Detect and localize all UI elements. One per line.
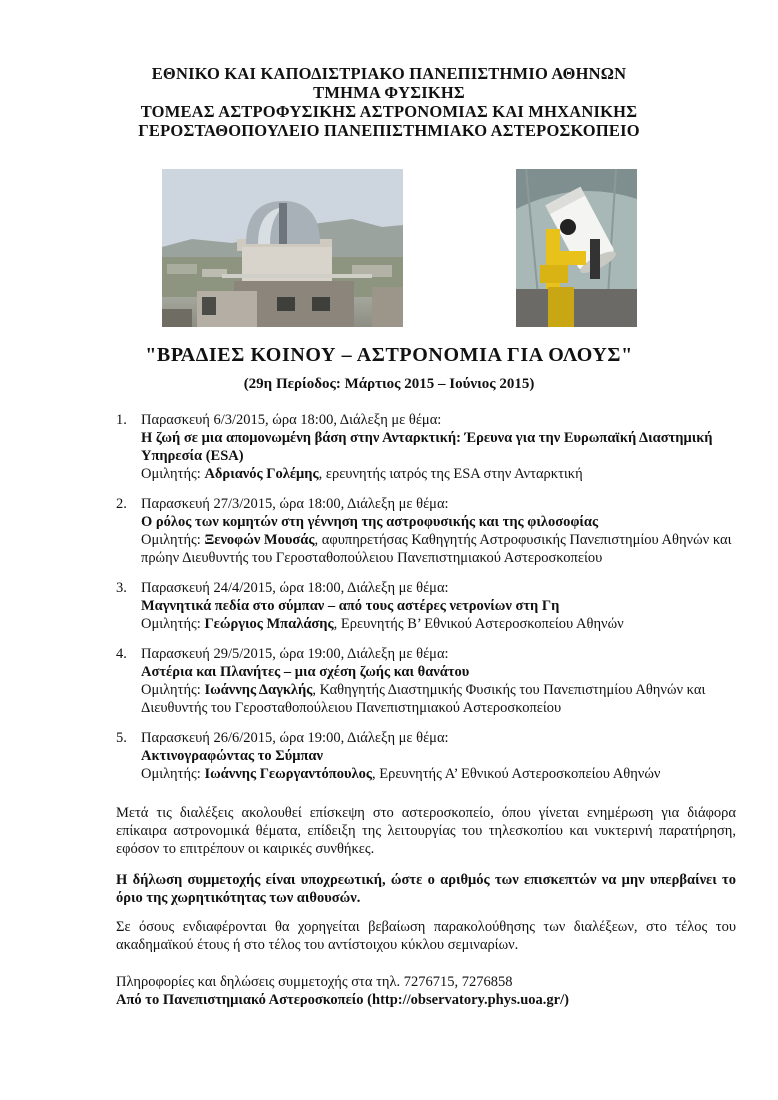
observatory-building-photo xyxy=(162,169,403,327)
lecture-topic: Μαγνητικά πεδία στο σύμπαν – από τους αστέρες νετρονίων στη Γη xyxy=(141,598,560,614)
speaker-name: Ιωάννης Γεωργαντόπουλος xyxy=(204,766,372,782)
lecture-number: 3. xyxy=(116,580,127,596)
speaker-desc: , Ερευνητής Α’ Εθνικού Αστεροσκοπείου Αθηνών xyxy=(371,766,661,782)
speaker-prefix: Ομιλητής: xyxy=(141,532,205,548)
event-period: (29η Περίοδος: Μάρτιος 2015 – Ιούνιος 2015) xyxy=(243,376,535,392)
lecture-number: 2. xyxy=(116,496,127,512)
lecture-topic: Ακτινογραφώντας το Σύμπαν xyxy=(141,748,324,764)
lecture-speaker xyxy=(141,531,736,567)
lecture-list xyxy=(116,411,736,795)
university-name: ΕΘΝΙΚΟ ΚΑΙ ΚΑΠΟΔΙΣΤΡΙΑΚΟ ΠΑΝΕΠΙΣΤΗΜΙΟ ΑΘΗΝΩΝ xyxy=(151,64,627,83)
section-name: ΤΟΜΕΑΣ ΑΣΤΡΟΦΥΣΙΚΗΣ ΑΣΤΡΟΝΟΜΙΑΣ ΚΑΙ ΜΗΧΑΝΙΚΗΣ xyxy=(140,102,638,121)
visit-paragraph: Μετά τις διαλέξεις ακολουθεί επίσκεψη στο αστεροσκοπείο, όπου γίνεται ενημέρωση για διάφορα επίκαιρα αστρονομικά θέματα, επίδειξη της λειτουργίας του τηλεσκοπίου και νυκτερινή παρατήρηση, εφόσον το επιτρέπουν οι καιρικές συνθήκες. xyxy=(116,805,736,857)
speaker-desc: , αφυπηρετήσας Καθηγητής Αστροφυσικής Πανεπιστημίου Αθηνών και πρώην Διευθυντής του Γεροσταθοπούλειου Πανεπιστημιακού Αστεροσκοπείου xyxy=(141,532,732,566)
speaker-prefix: Ομιλητής: xyxy=(141,466,205,482)
speaker-prefix: Ομιλητής: xyxy=(141,766,205,782)
certificate-paragraph: Σε όσους ενδιαφέρονται θα χορηγείται βεβαίωση παρακολούθησης των διαλέξεων, στο τέλος του ακαδημαϊκού έτους ή στο τέλος του αντίστοιχου κύκλου σεμιναρίων. xyxy=(116,919,736,953)
lecture-speaker xyxy=(141,615,736,633)
lecture-number: 1. xyxy=(116,412,127,428)
department-name: ΤΜΗΜΑ ΦΥΣΙΚΗΣ xyxy=(313,83,465,102)
contact-line: Πληροφορίες και δηλώσεις συμμετοχής στα τηλ. 7276715, 7276858 xyxy=(116,974,513,990)
lecture-speaker xyxy=(141,465,736,483)
observatory-name: ΓΕΡΟΣΤΑΘΟΠΟΥΛΕΙΟ ΠΑΝΕΠΙΣΤΗΜΙΑΚΟ ΑΣΤΕΡΟΣΚΟΠΕΙΟ xyxy=(138,121,640,140)
list-item xyxy=(116,579,736,633)
lecture-date: Παρασκευή 24/4/2015, ώρα 18:00, Διάλεξη με θέμα: xyxy=(141,580,449,596)
lecture-speaker xyxy=(141,681,736,717)
lecture-speaker xyxy=(141,765,736,783)
list-item xyxy=(116,411,736,483)
list-item xyxy=(116,729,736,783)
speaker-desc: , Καθηγητής Διαστημικής Φυσικής του Πανεπιστημίου Αθηνών και Διευθυντής του Γεροσταθοπούλειου Πανεπιστημιακού Αστεροσκοπείου xyxy=(141,682,706,716)
lecture-topic: Αστέρια και Πλανήτες – μια σχέση ζωής και θανάτου xyxy=(141,664,470,680)
lecture-date: Παρασκευή 27/3/2015, ώρα 18:00, Διάλεξη με θέμα: xyxy=(141,496,449,512)
speaker-name: Ξενοφών Μουσάς xyxy=(204,532,315,548)
lecture-number: 5. xyxy=(116,730,127,746)
telescope-photo xyxy=(516,169,637,327)
speaker-desc: , Ερευνητής Β’ Εθνικού Αστεροσκοπείου Αθηνών xyxy=(333,616,624,632)
speaker-prefix: Ομιλητής: xyxy=(141,682,205,698)
lecture-date: Παρασκευή 26/6/2015, ώρα 19:00, Διάλεξη με θέμα: xyxy=(141,730,449,746)
lecture-topic: Ο ρόλος των κομητών στη γέννηση της αστροφυσικής και της φιλοσοφίας xyxy=(141,514,599,530)
list-item xyxy=(116,645,736,717)
speaker-prefix: Ομιλητής: xyxy=(141,616,205,632)
speaker-name: Γεώργιος Μπαλάσης xyxy=(204,616,334,632)
speaker-desc: , ερευνητής ιατρός της ESA στην Ανταρκτική xyxy=(318,466,583,482)
registration-paragraph: Η δήλωση συμμετοχής είναι υποχρεωτική, ώστε ο αριθμός των επισκεπτών να μην υπερβαίνει το όριο της χωρητικότητας των αιθουσών. xyxy=(116,872,736,906)
lecture-date: Παρασκευή 6/3/2015, ώρα 18:00, Διάλεξη με θέμα: xyxy=(141,412,442,428)
speaker-name: Αδριανός Γολέμης xyxy=(204,466,319,482)
lecture-number: 4. xyxy=(116,646,127,662)
list-item xyxy=(116,495,736,567)
lecture-topic: Η ζωή σε μια απομονωμένη βάση στην Ανταρκτική: Έρευνα για την Ευρωπαϊκή Διαστημική Υπηρεσία (ESA) xyxy=(141,430,713,464)
document-header xyxy=(0,64,778,140)
event-title: "ΒΡΑΔΙΕΣ ΚΟΙΝΟΥ – ΑΣΤΡΟΝΟΜΙΑ ΓΙΑ ΟΛΟΥΣ" xyxy=(145,344,633,366)
source-line: Από το Πανεπιστημιακό Αστεροσκοπείο (http://observatory.phys.uoa.gr/) xyxy=(116,992,569,1008)
lecture-date: Παρασκευή 29/5/2015, ώρα 19:00, Διάλεξη με θέμα: xyxy=(141,646,449,662)
speaker-name: Ιωάννης Δαγκλής xyxy=(204,682,313,698)
